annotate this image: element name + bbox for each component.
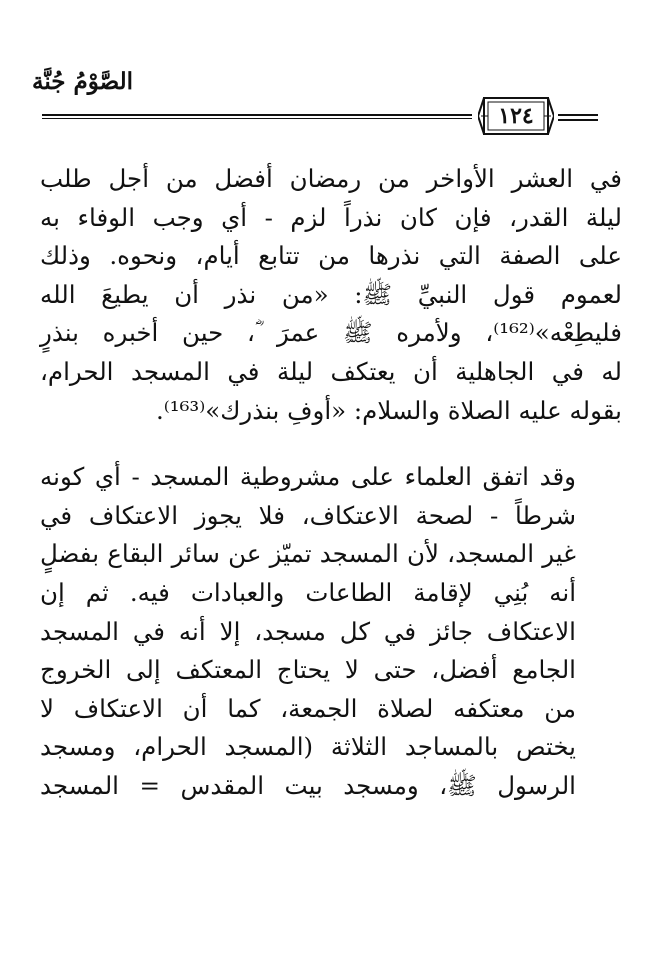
body-text	[40, 160, 622, 806]
header-rule-right-thin	[558, 119, 598, 121]
header-rule-right	[558, 114, 598, 116]
text-line: على الصفة التي نذرها من تتابع أيام، ونحوه. وذلك	[40, 241, 622, 271]
text-line: غير المسجد، لأن المسجد تميّز عن سائر البقاع بفضلٍ	[40, 539, 576, 569]
text-line: الاعتكاف جائز في كل مسجد، إلا أنه في المسجد	[40, 616, 576, 646]
text-line: الجامع أفضل، حتى لا يحتاج المعتكف إلى الخروج	[40, 655, 576, 685]
paragraph-1	[40, 160, 622, 430]
text-line: من معتكفه لصلاة الجمعة، كما أن الاعتكاف لا	[40, 693, 576, 723]
text-line: بقوله عليه الصلاة والسلام: «أوفِ بنذرك»⁽¹⁶³⁾.	[155, 395, 622, 425]
text-line: لعموم قول النبيِّ ﷺ: «من نذر أن يطيعَ الله	[40, 279, 622, 309]
text-line: شرطاً - لصحة الاعتكاف، فلا يجوز الاعتكاف في	[40, 500, 576, 530]
header-rule-thin	[42, 118, 472, 119]
page-number-frame	[478, 96, 554, 136]
text-line: يختص بالمساجد الثلاثة (المسجد الحرام، ومسجد	[40, 732, 576, 762]
running-title: الصَّوْمُ جُنَّة	[32, 68, 133, 95]
text-line: وقد اتفق العلماء على مشروطية المسجد - أي كونه	[40, 462, 576, 492]
header-rule	[42, 114, 472, 116]
page-number: ١٢٤	[498, 103, 534, 129]
text-line: أنه بُنِي لإقامة الطاعات والعبادات فيه. ثم إن	[40, 577, 576, 607]
text-line: في العشر الأواخر من رمضان أفضل من أجل طلب	[40, 164, 622, 193]
text-line: ليلة القدر، فإن كان نذراً لزم - أي وجب الوفاء به	[40, 202, 622, 232]
page-header	[0, 0, 666, 140]
text-line: له في الجاهلية أن يعتكف ليلة في المسجد الحرام،	[40, 356, 622, 386]
text-line: الرسول ﷺ، ومسجد بيت المقدس = المسجد	[40, 770, 576, 800]
text-line: فليطِعْه»⁽¹⁶²⁾، ولأمره ﷺ عمرَ ؓ، حين أخبره بنذرٍ	[40, 318, 622, 348]
paragraph-2	[40, 458, 622, 805]
